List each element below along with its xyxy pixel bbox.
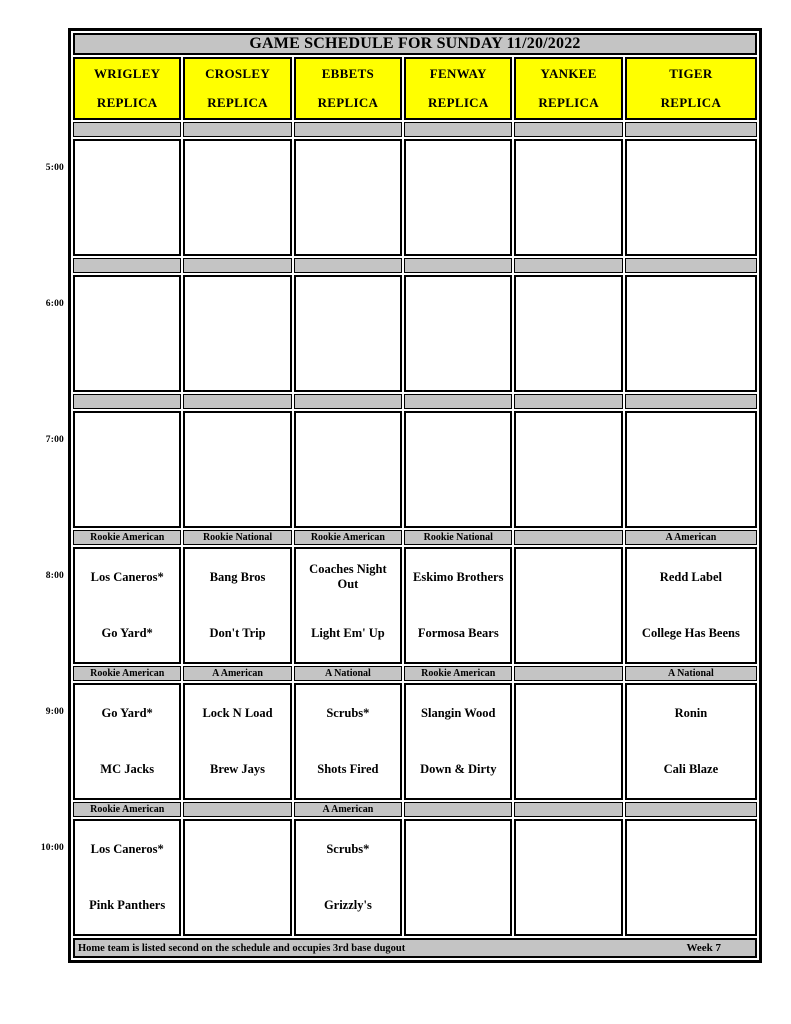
game-cell xyxy=(73,819,181,936)
game-cell xyxy=(625,683,757,800)
away-team xyxy=(185,141,289,198)
game-cell xyxy=(404,819,512,936)
schedule-grid xyxy=(73,57,757,936)
home-team xyxy=(627,470,755,527)
division-cell: A American xyxy=(183,666,291,681)
home-team xyxy=(406,198,510,255)
division-cell xyxy=(625,802,757,817)
field-name: EBBETS xyxy=(321,65,375,81)
away-team xyxy=(75,141,179,198)
time-label-5: 5:00 xyxy=(45,163,64,173)
week-label: Week 7 xyxy=(686,942,721,954)
division-cell xyxy=(404,394,512,409)
away-team: Los Caneros* xyxy=(90,841,164,856)
home-team xyxy=(406,334,510,391)
game-cell xyxy=(183,275,291,392)
away-team xyxy=(516,549,620,606)
home-team xyxy=(516,198,620,255)
away-team xyxy=(296,277,400,334)
division-cell xyxy=(404,802,512,817)
home-team xyxy=(516,334,620,391)
away-team xyxy=(627,821,755,878)
field-type: REPLICA xyxy=(317,95,379,111)
home-team xyxy=(185,198,289,255)
field-header-crosley xyxy=(183,57,291,120)
field-header-fenway xyxy=(404,57,512,120)
away-team xyxy=(406,141,510,198)
time-label-7: 7:00 xyxy=(45,435,64,445)
home-team: Shots Fired xyxy=(317,762,379,777)
field-name: WRIGLEY xyxy=(93,65,161,81)
home-team xyxy=(516,606,620,663)
away-team xyxy=(75,277,179,334)
time-label-9: 9:00 xyxy=(45,707,64,717)
time-label-8: 8:00 xyxy=(45,571,64,581)
game-cell xyxy=(404,683,512,800)
game-cell xyxy=(514,139,622,256)
game-cell xyxy=(625,411,757,528)
home-team: College Has Beens xyxy=(641,626,740,641)
game-cell xyxy=(294,683,402,800)
away-team xyxy=(296,141,400,198)
field-name: YANKEE xyxy=(540,65,597,81)
game-cell xyxy=(183,683,291,800)
division-cell xyxy=(514,802,622,817)
field-type: REPLICA xyxy=(96,95,158,111)
game-cell xyxy=(183,411,291,528)
home-team xyxy=(627,878,755,935)
away-team xyxy=(406,277,510,334)
time-label-6: 6:00 xyxy=(45,299,64,309)
schedule-table xyxy=(68,28,762,963)
game-cell xyxy=(294,139,402,256)
away-team xyxy=(516,821,620,878)
division-cell xyxy=(294,122,402,137)
away-team xyxy=(406,413,510,470)
game-cell xyxy=(514,411,622,528)
home-team xyxy=(185,334,289,391)
game-cell xyxy=(514,683,622,800)
game-cell xyxy=(73,139,181,256)
home-team xyxy=(75,470,179,527)
time-label-10: 10:00 xyxy=(40,843,64,853)
game-cell xyxy=(514,819,622,936)
game-cell xyxy=(625,547,757,664)
home-team xyxy=(627,334,755,391)
division-cell xyxy=(183,394,291,409)
field-header-ebbets xyxy=(294,57,402,120)
game-cell xyxy=(73,683,181,800)
home-team xyxy=(75,198,179,255)
field-header-yankee xyxy=(514,57,622,120)
division-cell: Rookie American xyxy=(73,666,181,681)
away-team xyxy=(516,141,620,198)
away-team: Scrubs* xyxy=(326,841,370,856)
away-team: Ronin xyxy=(674,705,708,720)
game-cell xyxy=(183,547,291,664)
away-team xyxy=(516,685,620,742)
game-cell xyxy=(183,819,291,936)
away-team: Bang Bros xyxy=(209,569,266,584)
away-team: Go Yard* xyxy=(101,705,153,720)
home-team: Light Em' Up xyxy=(311,626,385,641)
division-cell: A American xyxy=(625,530,757,545)
home-team: Down & Dirty xyxy=(420,762,497,777)
away-team xyxy=(627,141,755,198)
division-cell xyxy=(183,258,291,273)
division-cell xyxy=(183,802,291,817)
away-team: Eskimo Brothers xyxy=(413,569,504,584)
away-team xyxy=(296,413,400,470)
division-cell xyxy=(514,666,622,681)
field-type: REPLICA xyxy=(207,95,268,111)
division-cell: Rookie American xyxy=(73,802,181,817)
division-cell xyxy=(73,122,181,137)
game-cell xyxy=(404,547,512,664)
home-team: Formosa Bears xyxy=(417,626,499,641)
division-cell: A National xyxy=(294,666,402,681)
game-cell xyxy=(625,139,757,256)
away-team: Redd Label xyxy=(659,569,722,584)
field-header-wrigley xyxy=(73,57,181,120)
division-cell xyxy=(625,394,757,409)
division-cell xyxy=(294,258,402,273)
field-name: FENWAY xyxy=(429,65,487,81)
game-cell xyxy=(404,411,512,528)
home-team xyxy=(406,470,510,527)
home-team xyxy=(185,878,289,935)
away-team xyxy=(75,413,179,470)
game-cell xyxy=(404,275,512,392)
division-cell: Rookie American xyxy=(404,666,512,681)
division-cell xyxy=(514,394,622,409)
division-cell: A National xyxy=(625,666,757,681)
division-cell xyxy=(404,122,512,137)
division-cell: A American xyxy=(294,802,402,817)
away-team xyxy=(627,413,755,470)
division-cell xyxy=(514,530,622,545)
game-cell xyxy=(625,819,757,936)
division-cell xyxy=(183,122,291,137)
away-team xyxy=(516,413,620,470)
field-name: CROSLEY xyxy=(205,65,271,81)
division-cell: Rookie American xyxy=(294,530,402,545)
game-cell xyxy=(294,819,402,936)
game-cell xyxy=(73,275,181,392)
away-team: Slangin Wood xyxy=(421,705,496,720)
home-team: Cali Blaze xyxy=(663,762,719,777)
home-team xyxy=(516,878,620,935)
division-cell: Rookie American xyxy=(73,530,181,545)
away-team: Los Caneros* xyxy=(90,569,164,584)
division-cell xyxy=(73,258,181,273)
division-cell: Rookie National xyxy=(404,530,512,545)
home-team: Go Yard* xyxy=(101,626,153,641)
away-team: Lock N Load xyxy=(202,705,273,720)
home-team: Pink Panthers xyxy=(89,898,166,913)
footer-bar xyxy=(73,938,757,958)
game-cell xyxy=(73,547,181,664)
division-cell: Rookie National xyxy=(183,530,291,545)
game-cell xyxy=(625,275,757,392)
division-cell xyxy=(294,394,402,409)
game-cell xyxy=(514,275,622,392)
field-type: REPLICA xyxy=(538,95,599,111)
page-title: GAME SCHEDULE FOR SUNDAY 11/20/2022 xyxy=(73,33,757,55)
home-team xyxy=(185,470,289,527)
division-cell xyxy=(625,258,757,273)
home-team xyxy=(516,742,620,799)
away-team xyxy=(185,413,289,470)
away-team: Scrubs* xyxy=(326,705,370,720)
division-cell xyxy=(73,394,181,409)
away-team: Coaches Night Out xyxy=(309,562,387,592)
home-team: Don't Trip xyxy=(209,626,266,641)
game-cell xyxy=(183,139,291,256)
division-cell xyxy=(404,258,512,273)
footer-note: Home team is listed second on the schedule and occupies 3rd base dugout xyxy=(78,942,406,954)
game-cell xyxy=(294,275,402,392)
division-cell xyxy=(514,122,622,137)
home-team xyxy=(516,470,620,527)
game-cell xyxy=(404,139,512,256)
away-team xyxy=(406,821,510,878)
division-cell xyxy=(625,122,757,137)
home-team xyxy=(296,334,400,391)
home-team xyxy=(406,878,510,935)
home-team xyxy=(627,198,755,255)
home-team xyxy=(296,198,400,255)
game-cell xyxy=(294,411,402,528)
home-team xyxy=(296,470,400,527)
away-team xyxy=(516,277,620,334)
home-team: Brew Jays xyxy=(210,762,266,777)
away-team xyxy=(185,821,289,878)
home-team: Grizzly's xyxy=(323,898,372,913)
away-team xyxy=(627,277,755,334)
home-team xyxy=(75,334,179,391)
field-header-tiger xyxy=(625,57,757,120)
field-name: TIGER xyxy=(669,65,713,81)
game-cell xyxy=(73,411,181,528)
field-type: REPLICA xyxy=(427,95,489,111)
game-cell xyxy=(514,547,622,664)
division-cell xyxy=(514,258,622,273)
field-type: REPLICA xyxy=(660,95,722,111)
home-team: MC Jacks xyxy=(100,762,155,777)
away-team xyxy=(185,277,289,334)
game-cell xyxy=(294,547,402,664)
